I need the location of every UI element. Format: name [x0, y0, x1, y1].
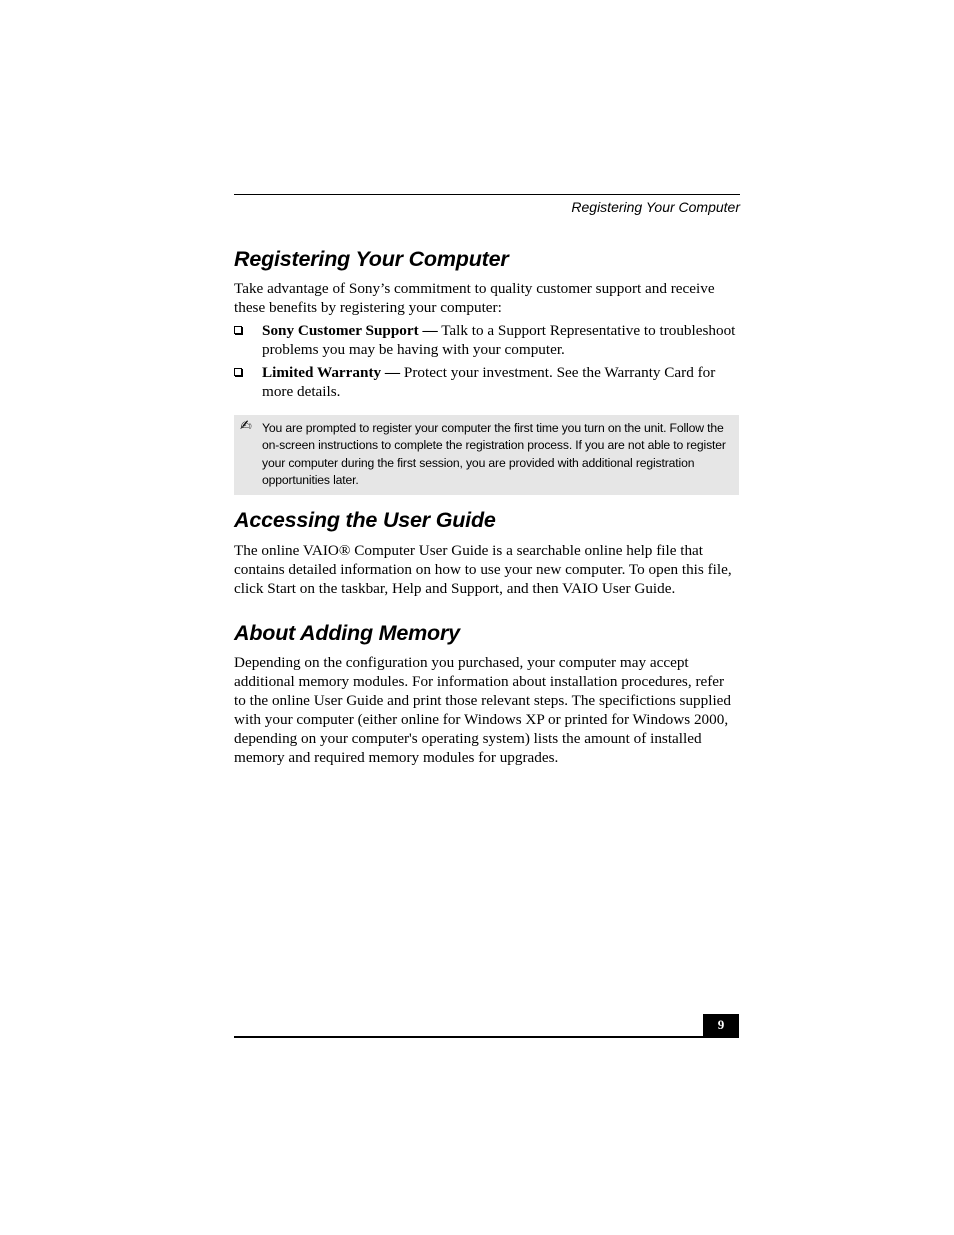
footer-rule [234, 1036, 739, 1038]
section-body-memory: Depending on the configuration you purchased, your computer may accept additional memory modules. For information about installation procedures, refer to the online User Guide and print those relevant steps. The specifictions supplied with your computer (either online for Windows XP or printed for Windows 2000, depending on your computer's operating system) lists the amount of installed memory and required memory modules for upgrades. [234, 654, 731, 766]
section-intro-registering: Take advantage of Sony’s commitment to quality customer support and receive these benefits by registering your computer: [234, 280, 715, 316]
section-title-memory: About Adding Memory [234, 621, 460, 645]
section-body-user-guide: The online VAIO® Computer User Guide is a searchable online help file that contains detailed information on how to use your new computer. To open this file, click Start on the taskbar, Help and Support, and then VAIO User Guide. [234, 542, 732, 597]
running-header: Registering Your Computer [571, 199, 740, 215]
bullet-term: Sony Customer Support — [262, 322, 438, 339]
bullet-text [262, 363, 739, 401]
bullet-description: Protect your investment. See the Warranty Card for more details. [262, 364, 716, 400]
note-text: You are prompted to register your computer the first time you turn on the unit. Follow the on-screen instructions to complete the registration process. If you are not able to register your computer during the first session, you are provided with additional registration opportunities later. [262, 421, 726, 487]
note-box [234, 415, 739, 495]
bullet-term: Limited Warranty — [262, 364, 401, 381]
checkbox-bullet-icon [234, 368, 242, 376]
bullet-description: Talk to a Support Representative to troubleshoot problems you may be having with your computer. [262, 322, 736, 358]
bullet-text [262, 321, 739, 359]
section-title-registering: Registering Your Computer [234, 247, 509, 271]
section-title-user-guide: Accessing the User Guide [234, 508, 496, 532]
note-pencil-icon: ✍ [240, 418, 252, 434]
header-rule [234, 194, 740, 195]
checkbox-bullet-icon [234, 326, 242, 334]
page-number: 9 [703, 1014, 739, 1037]
